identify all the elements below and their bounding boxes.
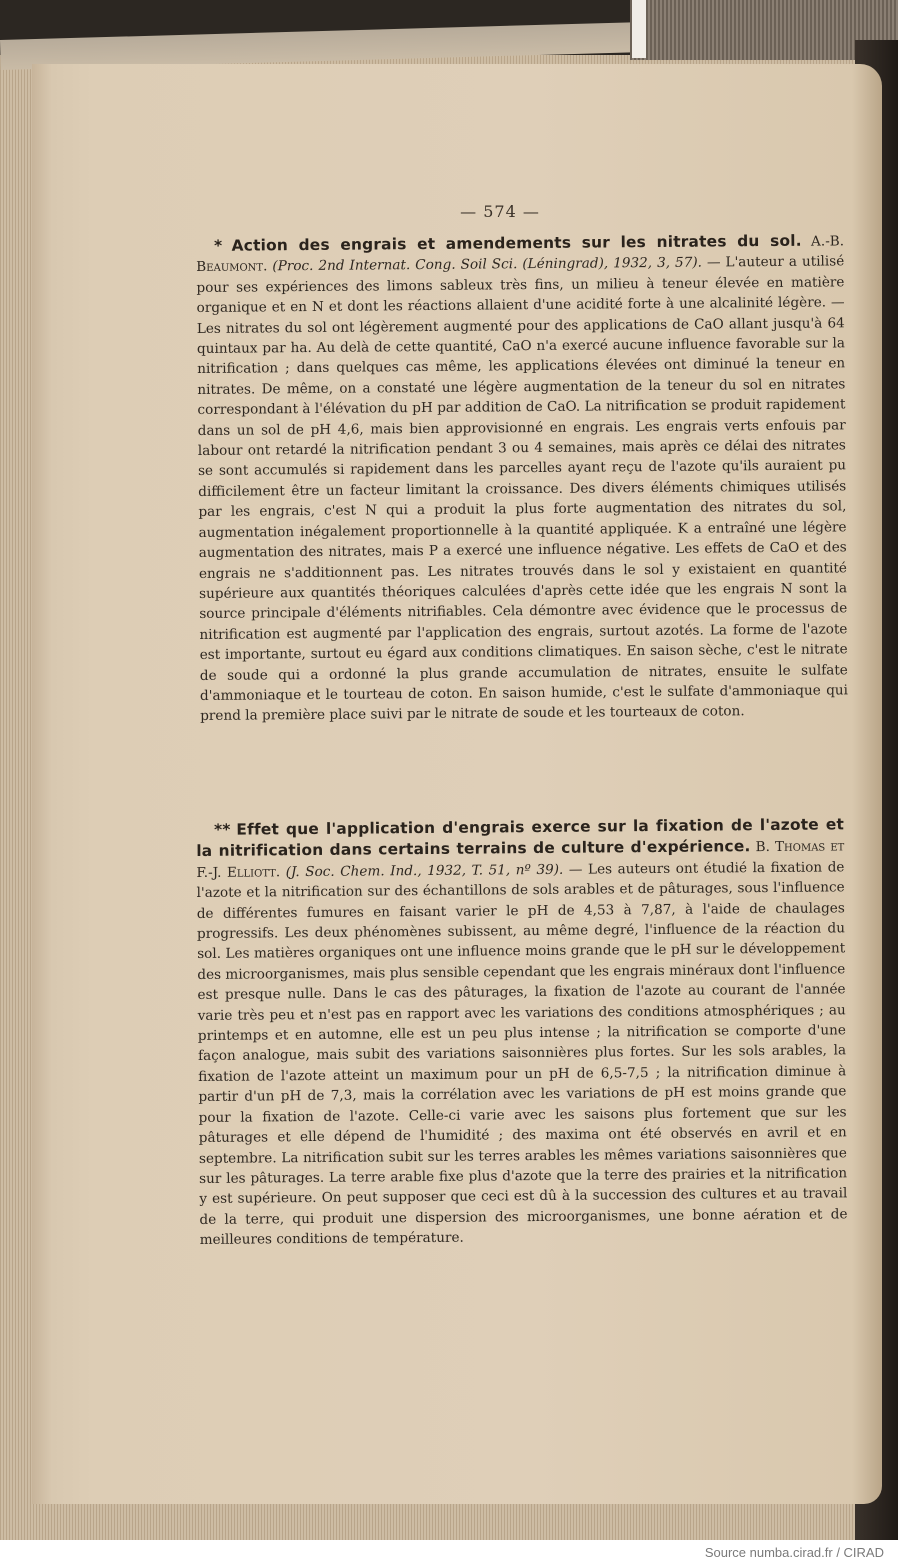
source-credit-text: Source numba.cirad.fr / CIRAD bbox=[704, 1545, 884, 1560]
abstract-entry-2 bbox=[196, 814, 848, 1250]
entry-reference: (J. Soc. Chem. Ind., 1932, T. 51, nº 39). bbox=[285, 861, 564, 881]
entry-marker: * bbox=[214, 236, 223, 255]
bookmark-strip bbox=[632, 0, 646, 58]
entry-body: — Les auteurs ont étudié la fixation de l'azote et la nitrification sur des échantillons de sols arables et de pâturages, sous l'influence de différentes fumures en faisant varier le pH de 4,53 à 7,87, à l'aide de chaulages progressifs. Les deux phénomènes subissent, au même degré, l'influence de la réaction du sol. Les matières organiques ont une influence moins grande que le pH sur le développement des microorganismes, mais plus sensible cependant que les engrais minéraux dont l'influence est presque nulle. Dans le cas des pâturages, la fixation de l'azote au courant de l'année varie très peu et n'est pas en rapport avec les variations des conditions atmosphériques ; au printemps et en automne, elle est un peu plus intense ; la nitrification se comporte d'une façon analogue, mais subit des variations saisonnières plus fortes. Sur les sols arables, la fixation de l'azote atteint un maximum pour un pH de 6,5-7,5 ; la nitrification diminue à partir d'un pH de 7,3, mais la corrélation avec les variations de pH est moins grande que pour la fixation de l'azote. Celle-ci varie avec les saisons plus fortement que sur les pâturages et elle dépend de l'humidité ; des maxima ont été observés en avril et en septembre. La nitrification subit sur les terres arables les mêmes variations saisonnières que sur les pâturages. La terre arable fixe plus d'azote que la terre des prairies et la nitrification y est supérieure. On peut supposer que ceci est dû à la succession des cultures et au travail de la terre, qui produit une dispersion des microorganismes, une bonne aération et de meilleures conditions de température. bbox=[196, 859, 848, 1249]
page-number: — 574 — bbox=[460, 202, 540, 221]
entry-marker: ** bbox=[214, 820, 231, 839]
entry-title: Effet que l'application d'engrais exerce sur la fixation de l'azote et la nitrification dans certains terrains de culture d'expérience. bbox=[196, 815, 845, 861]
abstract-entry-1 bbox=[196, 230, 848, 726]
entry-reference: (Proc. 2nd Internat. Cong. Soil Sci. (Léningrad), 1932, 3, 57). bbox=[272, 254, 703, 275]
entry-title: Action des engrais et amendements sur les nitrates du sol. bbox=[231, 231, 802, 255]
source-credit-bar bbox=[0, 1540, 898, 1566]
entry-author: B. Thomas et F.-J. Elliott. bbox=[196, 838, 845, 881]
entry-body: — L'auteur a utilisé pour ses expériences des limons sableux très fins, un milieu à teneur élevée en matière organique et en N et dont les réactions allaient d'une acidité forte à une alcalinité légère. — Les nitrates du sol ont légèrement augmenté pour des applications de CaO allant jusqu'à 64 quintaux par ha. Au delà de cette quantité, CaO n'a exercé aucune influence favorable sur la nitrification ; dans quelques cas même, les applications élevées ont diminué la teneur en nitrates. De même, on a constaté une légère augmentation de la teneur du sol en nitrates correspondant à l'élévation du pH par addition de CaO. La nitrification se produit rapidement dans un sol de pH 4,6, mais bien approvisionné en engrais. Les engrais verts enfouis par labour ont retardé la nitrification pendant 3 ou 4 semaines, mais après ce délai des nitrates se sont accumulés si rapidement dans les parcelles ayant reçu de l'azote qu'ils auraient pu difficilement être un facteur limitant la croissance. Des divers éléments chimiques utilisés par les engrais, c'est N qui a produit la plus forte augmentation des nitrates du sol, augmentation inégalement proportionnelle à la quantité appliquée. K a entraîné une légère augmentation des nitrates, mais P a exercé une influence négative. Les effets de CaO et des engrais ne s'additionnent pas. Les nitrates trouvés dans le sol y existaient en quantité supérieure aux quantités théoriques calculées d'après cette idée que les engrais N sont la source principale d'éléments nitrifiables. Cela démontre avec évidence que le processus de nitrification est augmenté par l'application des engrais, surtout azotés. La forme de l'azote est importante, surtout eu égard aux conditions climatiques. En saison sèche, c'est le nitrate de soude qui a ordonné la plus grande accumulation de nitrates, ensuite le sulfate d'ammoniaque et le tourteau de coton. En saison humide, c'est le sulfate d'ammoniaque qui prend la première place suivi par le nitrate de soude et les tourteaux de coton. bbox=[196, 253, 849, 725]
entry-author: A.-B. Beaumont. bbox=[196, 233, 845, 276]
